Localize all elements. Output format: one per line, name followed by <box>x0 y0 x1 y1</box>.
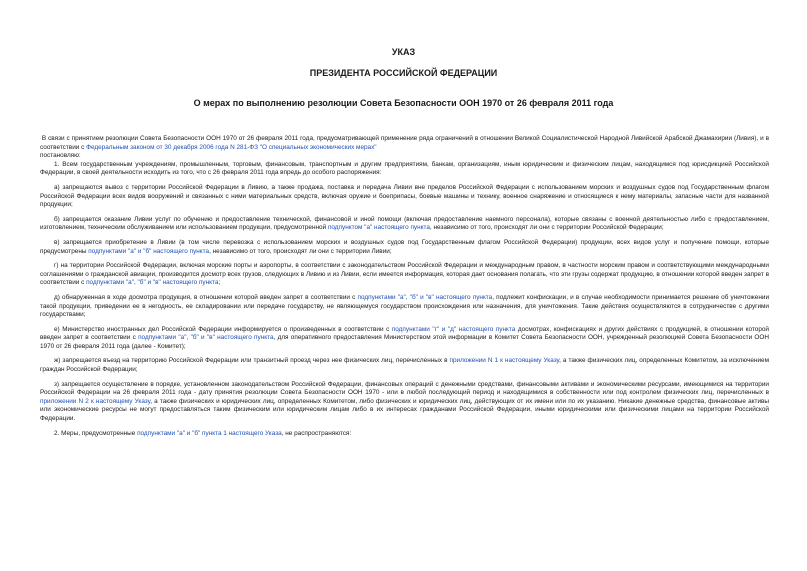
subparagraph-z: з) запрещается осуществление в порядке, установленном законодательством Российской Федерации, финансовых операций с денежными средствами, финансовыми активами и экономическими ресурсами, имеющимися на территории Российской Федерации на 26 февраля 2011 года - дату принятия резолюции Совета Безопасности ООН 1970 - или в любой последующий период и находящимися в собственности или под контролем физических лиц, перечисленных в приложении N 2 к настоящему Указу, а также физических и юридических лиц, определенных Комитетом, либо физических и юридических лиц, действующих от их имени или по их указанию. Никакие денежные средства, финансовые активы или экономические ресурсы не могут предоставляться таким физическим или юридическим лицам либо в их интересах гражданами Российской Федерации, иными юридическими или физическими лицами на территории Российской Федерации. <box>40 380 769 423</box>
intro-paragraph: В связи с принятием резолюции Совета Безопасности ООН 1970 от 26 февраля 2011 года, предусматривающей применение ряда ограничений в отношении Великой Социалистической Народной Ливийской Арабской Джамахирии (Ливия), и в соответствии с Федеральным законом от 30 декабря 2006 года N 281-ФЗ "О специальных экономических мерах" <box>40 135 769 151</box>
subparagraphs-g-d-link[interactable]: подпунктами "г" и "д" настоящего пункта <box>391 325 516 333</box>
appendix-1-link[interactable]: приложении N 1 к настоящему Указу <box>449 357 560 365</box>
subparagraphs-a-b-link[interactable]: подпунктами "а" и "б" настоящего пункта <box>88 247 210 255</box>
paragraph-2: 2. Меры, предусмотренные подпунктами "а" и "б" пункта 1 настоящего Указа, не распространяются: <box>54 429 352 437</box>
subparagraph-e: е) Министерство иностранных дел Российской Федерации информируется о произведенных в соответствии с подпунктами "г" и "д" настоящего пункта досмотрах, конфискациях и других действиях с продукцией, в отношении которой введен запрет в соответствии с подпунктами "а", "б" и "в" настоящего пункта, для оперативного предоставления Министерством этой информации в Комитет Совета Безопасности ООН, учрежденный резолюцией Совета Безопасности ООН 1970 от 26 февраля 2011 года (далее - Комитет); <box>40 325 769 350</box>
federal-law-link[interactable]: Федеральным законом от 30 декабря 2006 года N 281-ФЗ "О специальных экономических мерах" <box>86 143 377 151</box>
subparagraph-a-link[interactable]: подпунктом "а" настоящего пункта <box>327 224 430 232</box>
subparagraphs-a-b-v-link[interactable]: подпунктами "а", "б" и "в" настоящего пункта <box>357 293 493 301</box>
subparagraphs-a-b-v-link[interactable]: подпунктами "а", "б" и "в" настоящего пункта <box>138 334 274 342</box>
subparagraph-v: в) запрещается приобретение в Ливии (в том числе перевозка с использованием морских и воздушных судов под Государственным флагом Российской Федерации) продукции, всех видов услуг и получение помощи, которые предусмотрены подпунктами "а" и "б" настоящего пункта, независимо от того, происходят ли они с территории Ливии; <box>40 238 769 255</box>
document-subtitle: ПРЕЗИДЕНТА РОССИЙСКОЙ ФЕДЕРАЦИИ <box>309 68 498 78</box>
subparagraph-g: г) на территории Российской Федерации, включая морские порты и аэропорты, в соответствии с законодательством Российской Федерации и международным правом, в частности морским правом и соответствующими международными соглашениями о гражданской авиации, производится досмотр всех грузов, следующих в Ливию и из Ливии, если имеется информация, которая дает основания полагать, что эти грузы содержат продукцию, в отношении которой введен запрет в соответствии с подпунктами "а", "б" и "в" настоящего пункта; <box>40 262 769 287</box>
subparagraph-d: д) обнаруженная в ходе досмотра продукция, в отношении которой введен запрет в соответствии с подпунктами "а", "б" и "в" настоящего пункта, подлежит конфискации, и в случае необходимости принимается решение об уничтожении такой продукции, приведении ее в негодность, ее складировании или передаче государству, не являющемуся государством происхождения или назначения, для уничтожения. Такие действия осуществляются в сотрудничестве с другими государствами; <box>40 293 770 319</box>
document-title: УКАЗ <box>391 47 416 57</box>
document-body <box>40 135 769 438</box>
paragraph-1: 1. Всем государственным учреждениям, промышленным, торговым, финансовым, транспортным и другим предприятиям, банкам, организациям, иным юридическим и физическим лицам, находящимся под юрисдикцией Российской Федерации, в своей деятельности исходить из того, что с 26 февраля 2011 года впредь до особого распоряжения: <box>40 160 769 177</box>
subparagraphs-a-b-v-link[interactable]: подпунктами "а", "б" и "в" настоящего пункта <box>86 279 219 287</box>
subparagraph-zh: ж) запрещается въезд на территорию Российской Федерации или транзитный проезд через нее физических лиц, перечисленных в приложении N 1 к настоящему Указу, а также физических лиц, определенных Комитетом, за исключением граждан Российской Федерации; <box>40 357 769 374</box>
paragraph-1-subparagraphs-link[interactable]: подпунктами "а" и "б" пункта 1 настоящего Указа <box>137 429 282 437</box>
resolve-line: постановляю: <box>40 152 81 160</box>
subparagraph-b: б) запрещается оказание Ливии услуг по обучению и предоставление технической, финансовой и иной помощи (включая предоставление наемного персонала), которые связаны с военной деятельностью либо с предоставлением, изготовлением, техническим обслуживанием или использованием продукции, предусмотренной подпунктом "а" настоящего пункта, независимо от того, происходят ли они с территории Российской Федерации; <box>40 215 769 232</box>
appendix-2-link[interactable]: приложении N 2 к настоящему Указу <box>40 397 151 405</box>
document-heading: О мерах по выполнению резолюции Совета Безопасности ООН 1970 от 26 февраля 2011 года <box>193 98 614 108</box>
subparagraph-a: а) запрещаются вывоз с территории Российской Федерации в Ливию, а также продажа, поставка и передача Ливии вне пределов Российской Федерации с использованием морских и воздушных судов под Государственным флагом Российской Федерации всех видов вооружений и связанных с ними материальных средств, включая оружие и боеприпасы, боевые машины и технику, военное снаряжение и относящиеся к нему материалы, запасные части для названной продукции; <box>40 183 769 209</box>
